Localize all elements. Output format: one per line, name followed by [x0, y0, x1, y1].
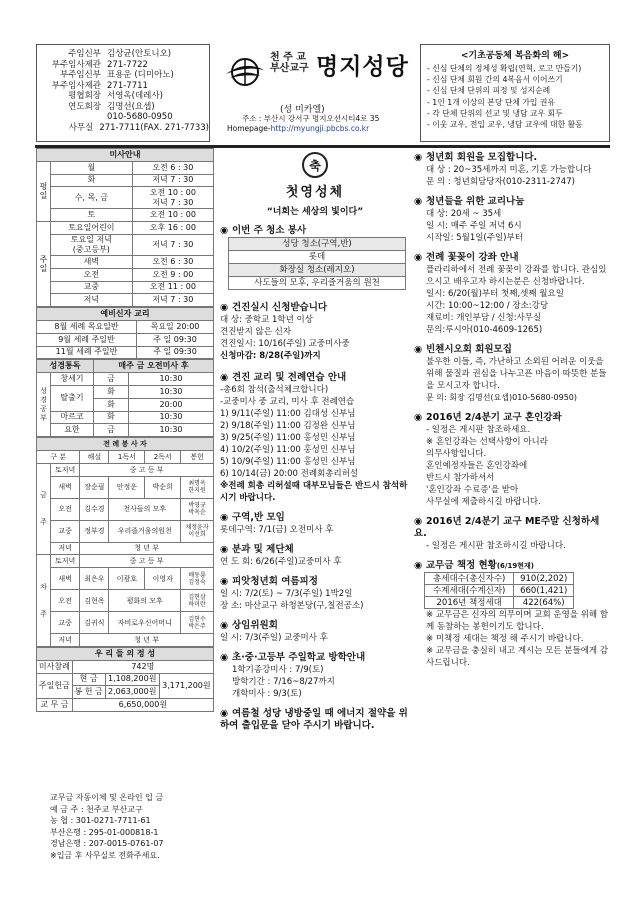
bullet-icon: ◉: [220, 652, 229, 663]
mass-day: 수, 목, 금: [51, 187, 133, 209]
bullet-icon: ◉: [414, 412, 423, 423]
servers-name: 박순희: [145, 476, 181, 498]
staff-role: 주임신부: [68, 49, 101, 59]
fund-label: 교 무 금: [37, 699, 73, 712]
precat-class: 9월 세례 주일반: [37, 333, 137, 346]
servers-head: 2독서: [145, 450, 181, 463]
fund-note: ※ 미책정 세대는 책정 해 주시기 바랍니다.: [426, 634, 584, 644]
staff-row: [37, 70, 209, 81]
me-section: [414, 516, 610, 540]
fund-key: 2016년 책정세대: [425, 597, 514, 609]
servers-time: 오전: [51, 590, 80, 612]
bible-day: 금: [93, 373, 128, 386]
confirmation-class-line: 5) 10/9(주일) 11:00 홍성민 신부님: [220, 457, 356, 467]
precat-class: 11월 세례 주일반: [37, 346, 137, 359]
district-section-text: 구역,반 모임: [232, 512, 285, 523]
bible-day: 화: [93, 411, 128, 424]
confirmation-line: 대 상: 중학교 1학년 이상: [220, 315, 313, 325]
servers-head: 구 분: [37, 450, 80, 463]
youth-club-section-text: 청년회 회원을 모집합니다.: [426, 152, 538, 163]
envelope-value: 2,063,000원: [105, 686, 159, 699]
youth-club-line: 문 의 : 청년회담당자(010-2311-2747): [426, 177, 575, 187]
district-section: [220, 512, 410, 524]
energy-notice: [220, 708, 410, 732]
bullet-icon: ◉: [414, 516, 423, 527]
bible-day: 화: [93, 385, 128, 398]
sunday-label: 주 일: [37, 222, 51, 307]
mass-time: 오전 10 : 00: [132, 209, 213, 222]
servers-side: 금 주: [37, 463, 51, 555]
servers-time: 교중: [51, 520, 80, 542]
staff-value: 서영옥(데레사): [107, 91, 163, 101]
energy-notice-text: 여름철 성당 냉방중일 때 에너지 절약을 위하여 출입문을 닫아 주시기 바랍니다.: [220, 708, 408, 731]
mass-time: 오전 11 : 00: [132, 281, 213, 294]
youth-catechesis-section-text: 청년들을 위한 교리나눔: [426, 196, 525, 207]
fund-value: 6,650,000원: [72, 699, 213, 712]
bullet-icon: ◉: [414, 152, 423, 163]
staff-row: [37, 60, 209, 71]
servers-name: 최명옥 한지원: [181, 476, 214, 498]
yearly-motto-box: [420, 44, 610, 142]
fund-key: 수계세대(수계신자): [425, 585, 514, 597]
bible-day: 금: [93, 424, 128, 437]
flower-section: [414, 252, 610, 264]
cleaning-row: 롯데: [229, 251, 406, 264]
cash-label: 현 금: [72, 673, 105, 686]
staff-box: [36, 44, 210, 142]
fund-value: 660(1,421): [514, 585, 574, 597]
servers-group: 천사들의 모후: [109, 498, 181, 520]
servers-name: 김수경: [80, 498, 109, 520]
weekday-label: 평 일: [37, 161, 51, 221]
servers-time: 토저녁: [51, 555, 80, 568]
staff-role: [37, 112, 107, 123]
bible-time: 10:30: [128, 373, 213, 386]
bullet-icon: ◉: [220, 302, 229, 313]
bible-sub: 매주 금 오전미사 후: [93, 360, 213, 373]
youth-catechesis-section: [414, 196, 610, 208]
confirmation-class-line: 1) 9/11(주일) 11:00 김대성 신부님: [220, 409, 356, 419]
fund-value: 422(64%): [514, 597, 574, 609]
flower-line: 재료비: 개인부담 / 신청:사무실: [426, 313, 542, 323]
servers-name: 김현수 박은주: [181, 612, 214, 634]
servers-name: 이광호: [109, 568, 145, 590]
fund-value: 910(2,202): [514, 573, 574, 585]
bible-book: 탈출기: [51, 385, 94, 411]
mass-time: 저녁 7 : 30: [132, 294, 213, 307]
servers-group: 우리즐거움의원천: [109, 520, 181, 542]
staff-row: [37, 112, 209, 123]
confirmation-line: 견진일시: 10/16(주일) 교중미사중: [220, 339, 350, 349]
bullet-icon: ◉: [414, 252, 423, 263]
vincent-section-text: 빈첸시오회 회원모집: [426, 344, 512, 355]
staff-value: 271-7722: [107, 59, 148, 70]
marriage-line: - 일정은 게시판 참조하세요.: [426, 425, 531, 435]
servers-time: 토저녁: [51, 463, 80, 476]
mass-day: 월: [51, 161, 133, 174]
servers-group: 청 년 부: [80, 634, 214, 647]
bible-time: 20:00: [128, 398, 213, 411]
servers-name: 채정윤자 이선희: [181, 520, 214, 542]
mass-day: 토요일 저녁 (중고등부): [51, 234, 133, 255]
confirmation-section: [220, 302, 410, 314]
mass-table: [36, 148, 214, 307]
servers-group: 자비로우신어머니: [109, 612, 181, 634]
servers-name: 배동룡 김정숙: [181, 568, 214, 590]
cleaning-table: [228, 237, 406, 290]
flower-line: 문의:루시아(010-4609-1265): [426, 325, 543, 335]
staff-row: [37, 91, 209, 102]
bible-book: 마르코: [51, 411, 94, 424]
mass-time: 오후 16 : 00: [132, 222, 213, 235]
bible-title: 성경통독: [37, 360, 94, 373]
marriage-line: 혼인예정자들은 혼인강좌에: [426, 461, 528, 471]
bullet-icon: ◉: [414, 344, 423, 355]
staff-role: 부주임사제관: [51, 80, 101, 91]
servers-head: 해설: [80, 450, 109, 463]
standing-committee-line: 일 시: 7/3(주일) 교중미사 후: [220, 633, 328, 643]
confirmation-class-line: 3) 9/25(주일) 11:00 홍성민 신부님: [220, 433, 356, 443]
sunday-school-section: [220, 652, 410, 664]
confirmation-class-line: -총6회 참석(출석체크합니다): [220, 385, 329, 395]
confirmation-class-section-text: 견진 교리 및 전례연습 안내: [232, 372, 347, 383]
diocese-name: 천 주 교 부산교구: [270, 52, 309, 74]
youth-catechesis-line: 일 시: 매주 주일 저녁 6시: [426, 221, 522, 231]
bible-day: 화: [93, 398, 128, 411]
servers-name: 정부경: [80, 520, 109, 542]
fund-note: ※ 교무금을 충실히 내고 계시는 모든 분들에게 감사드립니다.: [426, 646, 609, 668]
confirmation-class-line: 2) 9/18(주일) 11:00 김정완 신부님: [220, 421, 356, 431]
bible-book: 창세기: [51, 373, 94, 386]
mass-title: 미사안내: [37, 149, 214, 162]
servers-title: 전 례 봉 사 자: [37, 438, 214, 451]
servers-time: 새벽: [51, 568, 80, 590]
servers-name: 김현옥: [80, 590, 109, 612]
standing-committee-section: [220, 620, 410, 632]
standing-committee-section-text: 상임위원회: [232, 620, 278, 631]
youth-retreat-section: [220, 576, 410, 588]
bible-side: 성 경 공 부: [37, 373, 51, 437]
cleaning-section: [220, 225, 410, 237]
youth-club-section: [414, 152, 610, 164]
bullet-icon: ◉: [220, 620, 229, 631]
cleaning-row: 성당 청소(구역,반): [229, 238, 406, 251]
staff-role: 연도회장: [68, 101, 101, 112]
bullet-icon: ◉: [220, 576, 229, 587]
bullet-icon: ◉: [414, 560, 423, 571]
committee-line: 연 도 회: 6/26(주일)교중미사 후: [220, 557, 342, 567]
attendance-value: 742명: [72, 660, 213, 673]
me-section-text: 2016년 2/4분기 교구 ME주말 신청하세요.: [414, 516, 600, 539]
bullet-icon: ◉: [220, 512, 229, 523]
servers-name: 김귀식: [80, 612, 109, 634]
fund-section-text: 교무금 책정 현황: [426, 560, 497, 571]
envelope-label: 봉 헌 금: [72, 686, 105, 699]
sunday-school-line: 개학미사 : 9/3(토): [232, 689, 302, 699]
middle-column: [220, 150, 410, 732]
confirmation-class-line: 4) 10/2(주일) 11:00 홍성민 신부님: [220, 445, 356, 455]
first-communion-quote: “너희는 세상의 빛이다”: [266, 207, 364, 217]
fund-section: [414, 560, 610, 572]
servers-name: 박영규 박옥순: [181, 498, 214, 520]
patron-saint: (성 미카엘): [280, 105, 325, 115]
staff-role: 평협회장: [68, 91, 101, 101]
donation-line: ※입금 후 사무실로 전화주세요.: [50, 850, 160, 860]
homepage: Homepage-http://myungji.pbcbs.co.kr: [227, 124, 370, 133]
donation-line: 경남은행 : 207-0015-0761-07: [50, 839, 164, 848]
marriage-section-text: 2016년 2/4분기 교구 혼인강좌: [426, 412, 562, 423]
staff-value: 김상균(안토니오): [107, 49, 172, 59]
servers-group: 중 고 등 부: [80, 463, 214, 476]
marriage-line: 사무실에 제출하시길 바랍니다.: [426, 497, 541, 507]
staff-value: 271-7711: [107, 80, 148, 91]
sunday-school-line: 1학기종강미사 : 7/9(토): [232, 665, 324, 675]
bible-time: 10:30: [128, 424, 213, 437]
flower-line: 시간: 10:00~12:00 / 장소:강당: [426, 301, 549, 311]
sunday-school-line: 방학기간 : 7/16~8/27까지: [232, 677, 335, 687]
servers-name: 장순필: [80, 476, 109, 498]
servers-time: 교중: [51, 612, 80, 634]
marriage-line: '혼인강좌 수료증'을 받아: [426, 485, 519, 495]
confirmation-class-line: 6) 10/14(금) 20:00 전례회총리허설: [220, 469, 359, 479]
cleaning-section-text: 이번 주 청소 봉사: [232, 225, 307, 236]
servers-time: 새벽: [51, 476, 80, 498]
motto-item: - 각 단체 단위의 선교 및 냉담 교우 회두: [427, 108, 563, 118]
youth-club-line: 대 상 : 20~35세까지 미혼, 기혼 가능합니다: [426, 165, 592, 175]
confirmation-section-text: 건진실시 신청받습니다: [232, 302, 328, 313]
mass-day: 저녁: [51, 294, 133, 307]
youth-catechesis-line: 시작일: 5월1일(주일)부터: [426, 233, 523, 243]
precatechumen-table: [36, 307, 214, 359]
donation-line: 부산은행 : 295-01-000818-1: [50, 827, 159, 837]
fund-note: ※ 교무금은 신자의 의무이며 교회 운영을 위해 함께 동참하는 봉헌이기도 합니다.: [426, 610, 609, 632]
confirmation-class-line: -교중미사 중 교리, 미사 후 전례연습: [220, 397, 355, 407]
staff-role: 부주임사제관: [51, 59, 101, 70]
donation-line: 예 금 주 : 천주교 부산교구: [50, 804, 143, 814]
mass-time: 저녁 7 : 30: [132, 234, 213, 255]
cash-value: 1,108,200원: [105, 673, 159, 686]
marriage-section: [414, 412, 610, 424]
offering-table: [36, 647, 214, 712]
flower-section-text: 전례 꽃꽂이 강좌 안내: [426, 252, 519, 263]
youth-retreat-line: 일 시: 7/2(토) ~ 7/3(주일) 1박2일: [220, 589, 353, 599]
attendance-label: 미사참례: [37, 660, 73, 673]
fund-date: (6/19현재): [496, 562, 534, 570]
homepage-link[interactable]: http://myungji.pbcbs.co.kr: [270, 124, 370, 133]
confirmation-line: 견진받지 않은 신자: [220, 327, 292, 337]
donation-info: [36, 792, 214, 860]
motto-item: - 1인 1개 이상의 본당 단체 가입 권유: [427, 97, 555, 107]
youth-catechesis-line: 대 상: 20세 ~ 35세: [426, 209, 502, 219]
motto-item: - 이웃 교우, 전입 교우, 냉담 교우에 대한 활동: [427, 120, 583, 130]
flower-desc: 플라리하에서 전례 꽃꽂이 강좌를 합니다. 관심있으시고 배우고자 하시는분은 신청바랍니다.: [426, 265, 607, 287]
youth-retreat-line: 장 소: 마산교구 하청본당(구,칠전공소): [220, 601, 364, 611]
bible-study-table: [36, 359, 214, 437]
staff-value: 010-5680-0950: [107, 112, 173, 122]
marriage-line: 의무사항입니다.: [426, 449, 487, 459]
marriage-line: 반드시 참가하셔서: [426, 473, 495, 483]
motto-item: - 신심 단체 회원 간의 4복음서 이어쓰기: [427, 75, 563, 85]
bullet-icon: ◉: [220, 225, 229, 236]
vincent-section: [414, 344, 610, 356]
motto-item: - 신심 단체의 정체성 확립(연혁, 로고 만들기): [427, 64, 582, 73]
offering-total: 3,171,200원: [159, 673, 213, 699]
vincent-contact: 문 의: 회장 김명선(요셉)010-5680-0950): [426, 393, 578, 402]
staff-row: [37, 81, 209, 92]
fund-table: [424, 572, 574, 609]
motto-title: <기초공동체 복음화의 해>: [460, 51, 570, 61]
precat-time: 목요일 20:00: [137, 320, 214, 333]
mass-day: 교중: [51, 281, 133, 294]
bullet-icon: ◉: [220, 544, 229, 555]
cleaning-row: 사도들의 모후, 우리즐거움의 원천: [229, 277, 406, 290]
left-column: [36, 148, 214, 712]
donation-line: 교무금 자동이체 및 온라인 입 금: [50, 793, 164, 802]
fund-key: 총세대수(총신자수): [425, 573, 514, 585]
district-line: 롯데구역: 7/1(금) 오전미사 후: [220, 525, 334, 535]
sunday-school-section-text: 초·중·고등부 주일학교 방학안내: [232, 652, 366, 663]
offering-label: 주일헌금: [37, 673, 73, 699]
donation-line: 농 협 : 301-0271-7711-61: [50, 816, 151, 825]
youth-retreat-section-text: 피앗청년회 여름피정: [232, 576, 318, 587]
mass-day: 토: [51, 209, 133, 222]
servers-name: 이영자: [145, 568, 181, 590]
committee-section-text: 분과 및 제단체: [232, 544, 294, 555]
servers-head: 봉헌: [181, 450, 214, 463]
mass-day: 토요일어린이: [51, 222, 133, 235]
staff-value: 표용운 (디미아노): [107, 70, 174, 80]
servers-time: 오전: [51, 498, 80, 520]
servers-name: 김현삼 하미란: [181, 590, 214, 612]
staff-row: [37, 102, 209, 113]
marriage-line: ※ 혼인강좌는 선택사항이 아니라: [426, 437, 548, 447]
bible-time: 10:30: [128, 385, 213, 398]
mass-time: 오전 6 : 30: [132, 161, 213, 174]
mass-day: 새벽: [51, 255, 133, 268]
committee-section: [220, 544, 410, 556]
confirmation-line: 신청마감: 8/28(주일)까지: [220, 351, 321, 361]
servers-group: 평화의 모후: [109, 590, 181, 612]
vincent-desc: 불우한 이들, 즉, 가난하고 소외된 어려운 이웃을 위해 물질과 권심을 나누고픈 마음이 따뜻한 분들을 모시고자 합니다.: [426, 357, 607, 391]
stats-title: 우 리 들 의 정 성: [37, 647, 214, 660]
parish-logo-icon: [222, 56, 268, 88]
first-communion-title: 첫영성체: [285, 185, 345, 200]
bible-book: 요한: [51, 424, 94, 437]
flower-line: 일시: 6/20(월)부터 첫째,셋째 월요일: [426, 289, 564, 299]
servers-head: 1독서: [109, 450, 145, 463]
servers-group: 중 고 등 부: [80, 555, 214, 568]
cleaning-row: 화장실 청소(레지오): [229, 264, 406, 277]
servers-name: 최은우: [80, 568, 109, 590]
me-line: - 일정은 게시판 참조하시길 바랍니다.: [426, 541, 566, 551]
bullet-icon: ◉: [414, 196, 423, 207]
servers-side: 차 주: [37, 555, 51, 647]
staff-role: 사무실: [68, 122, 94, 133]
bible-time: 10:30: [128, 411, 213, 424]
confirmation-class-section: [220, 372, 410, 384]
mass-time: 저녁 7 : 30: [132, 174, 213, 187]
servers-name: 안정운: [109, 476, 145, 498]
mass-day: 오전: [51, 268, 133, 281]
staff-row: [37, 123, 209, 134]
parish-address: 주소 : 부산시 강서구 명지오션시티4로 35: [242, 114, 380, 123]
servers-table: [36, 437, 214, 647]
precat-class: 8월 세례 목요일반: [37, 320, 137, 333]
staff-role: 부주임신부: [59, 70, 101, 80]
precat-title: 예비신자 교리: [37, 308, 214, 321]
servers-time: 저녁: [51, 634, 80, 647]
confirmation-note: ※전례 회총 리허설때 대부모님들은 반드시 참석하시기 바랍니다.: [220, 481, 408, 503]
staff-value: 271-7711(FAX. 271-7733): [99, 122, 209, 133]
staff-value: 김명선(요셉): [107, 101, 155, 112]
mass-time: 오전 6 : 30: [132, 255, 213, 268]
precat-time: 주 일 09:30: [137, 346, 214, 359]
staff-row: [37, 49, 209, 60]
right-column: [414, 150, 610, 669]
mass-time: 오전 9 : 00: [132, 268, 213, 281]
mass-time: 오전 10 : 00 저녁 7 : 30: [132, 187, 213, 209]
first-communion-emblem-icon: 축: [302, 152, 328, 178]
servers-group: 청 년 부: [80, 542, 214, 555]
bullet-icon: ◉: [220, 372, 229, 383]
mass-day: 화: [51, 174, 133, 187]
bullet-icon: ◉: [220, 708, 229, 719]
parish-name: 명지성당: [316, 54, 409, 80]
motto-item: - 신심 단체 단위의 피정 및 성지순례: [427, 86, 551, 96]
servers-time: 저녁: [51, 542, 80, 555]
precat-time: 주 일 09:30: [137, 333, 214, 346]
